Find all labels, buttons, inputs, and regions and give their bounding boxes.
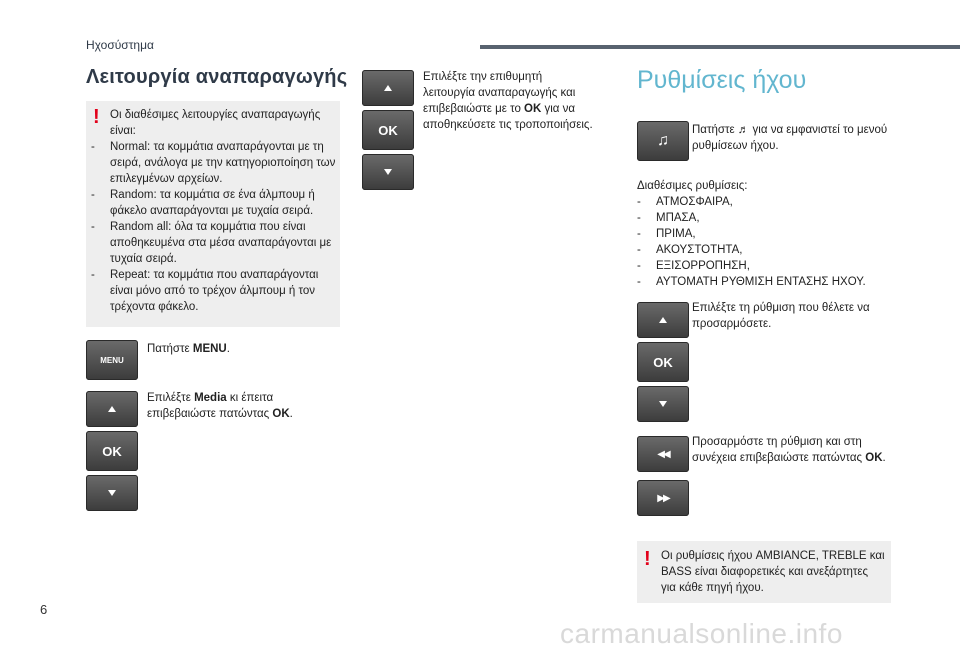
menu-key-label: MENU [192, 343, 227, 355]
setting-item: - ΑΤΜΟΣΦΑΙΡΑ, [637, 194, 892, 210]
left-up-arrow-button[interactable] [86, 391, 138, 427]
middle-ok-label: OK [378, 122, 398, 138]
left-ok-label: OK [102, 443, 122, 459]
middle-text-suffix: για να αποθηκεύσετε τις τροποποιήσεις. [423, 103, 593, 131]
page-number: 6 [40, 602, 48, 617]
setting-item: - ΜΠΑΣΑ, [637, 210, 892, 226]
notice-item-random: - Random: τα κομμάτια σε ένα άλμπουμ ή φάκελο αναπαράγονται με τυχαία σειρά. [91, 187, 336, 219]
step-select-media-suffix: . [289, 408, 293, 420]
middle-instructions [423, 69, 595, 133]
right-up-arrow-button[interactable] [637, 302, 689, 338]
notice-intro: Οι διαθέσιμες λειτουργίες αναπαραγωγής είναι: [110, 109, 321, 137]
menu-button[interactable] [86, 340, 138, 380]
section-title: Ηχοσύστημα [86, 38, 154, 52]
sound-notice-text: Οι ρυθμίσεις ήχου AMBIANCE, TREBLE και BASS είναι διαφορετικές και ανεξάρτητες για κάθε πηγή ήχου. [661, 550, 885, 594]
middle-ok-key-label: OK [524, 103, 542, 115]
notice-item-normal: - Normal: τα κομμάτια αναπαράγονται με τη σειρά, ανάλογα με την κατηγοριοποίηση των επιλεγμένων αρχείων. [91, 139, 336, 187]
step-press-note [692, 122, 892, 154]
step-select-media [147, 390, 342, 422]
step-press-note-suffix: για να εμφανιστεί το μενού ρυθμίσεων ήχου. [692, 124, 888, 152]
step-adjust-setting [692, 434, 888, 466]
right-ok-key-label: OK [865, 452, 883, 464]
step-select-media-prefix: Επιλέξτε [147, 392, 195, 404]
music-note-symbol: ♬ [737, 124, 750, 136]
middle-ok-button[interactable] [362, 110, 414, 150]
rewind-button[interactable] [637, 436, 689, 472]
notice-item-random-all: - Random all: όλα τα κομμάτια που είναι αποθηκευμένα στα μέσα αναπαράγονται με τυχαία σειρά. [91, 219, 336, 267]
music-note-icon: ♫ [657, 132, 669, 149]
left-ok-button[interactable] [86, 431, 138, 471]
available-settings [637, 178, 892, 290]
playback-mode-title: Λειτουργία αναπαραγωγής [86, 66, 348, 88]
sound-notice-box [637, 541, 891, 603]
step-adjust-suffix: . [882, 452, 886, 464]
fast-forward-icon: ▶▶ [657, 492, 669, 504]
setting-item: - ΕΞΙΣΟΡΡΟΠΗΣΗ, [637, 258, 892, 274]
setting-item: - ΑΥΤΟΜΑΤΗ ΡΥΘΜΙΣΗ ΕΝΤΑΣΗΣ ΗΧΟΥ. [637, 274, 892, 290]
step-press-menu-suffix: . [226, 343, 230, 355]
right-ok-button[interactable] [637, 342, 689, 382]
watermark: carmanualsonline.info [560, 618, 843, 649]
menu-button-label: MENU [100, 355, 124, 365]
step-press-menu [147, 341, 337, 357]
right-ok-label: OK [653, 354, 673, 370]
rewind-icon: ◀◀ [657, 448, 669, 460]
playback-notice-box [86, 101, 340, 327]
music-note-button[interactable] [637, 121, 689, 161]
step-press-note-prefix: Πατήστε [692, 124, 738, 136]
notice-item-repeat: - Repeat: τα κομμάτια που αναπαράγονται είναι μόνο από το τρέχον άλμπουμ ή τον τρέχοντα φάκελο. [91, 267, 336, 315]
step-adjust-prefix: Προσαρμόστε τη ρύθμιση και στη συνέχεια επιβεβαιώστε πατώντας [692, 436, 866, 464]
fast-forward-button[interactable] [637, 480, 689, 516]
step-press-menu-prefix: Πατήστε [147, 343, 193, 355]
setting-item: - ΠΡΙΜΑ, [637, 226, 892, 242]
step-select-media-mid: κι έπειτα επιβεβαιώστε πατώντας [147, 392, 274, 420]
setting-item: - ΑΚΟΥΣΤΟΤΗΤΑ, [637, 242, 892, 258]
middle-up-arrow-button[interactable] [362, 70, 414, 106]
left-down-arrow-button[interactable] [86, 475, 138, 511]
available-settings-label: Διαθέσιμες ρυθμίσεις: [637, 180, 748, 192]
step-select-setting: Επιλέξτε τη ρύθμιση που θέλετε να προσαρμόσετε. [692, 302, 870, 330]
middle-down-arrow-button[interactable] [362, 154, 414, 190]
warning-icon: ! [93, 106, 100, 128]
media-key-label: Media [194, 392, 227, 404]
middle-text-prefix: Επιλέξτε την επιθυμητή λειτουργία αναπαραγωγής και επιβεβαιώστε με το [423, 71, 576, 115]
warning-icon: ! [644, 548, 651, 570]
right-down-arrow-button[interactable] [637, 386, 689, 422]
ok-key-label: OK [272, 408, 290, 420]
header-divider [480, 45, 960, 49]
sound-settings-title: Ρυθμίσεις ήχου [637, 66, 807, 94]
